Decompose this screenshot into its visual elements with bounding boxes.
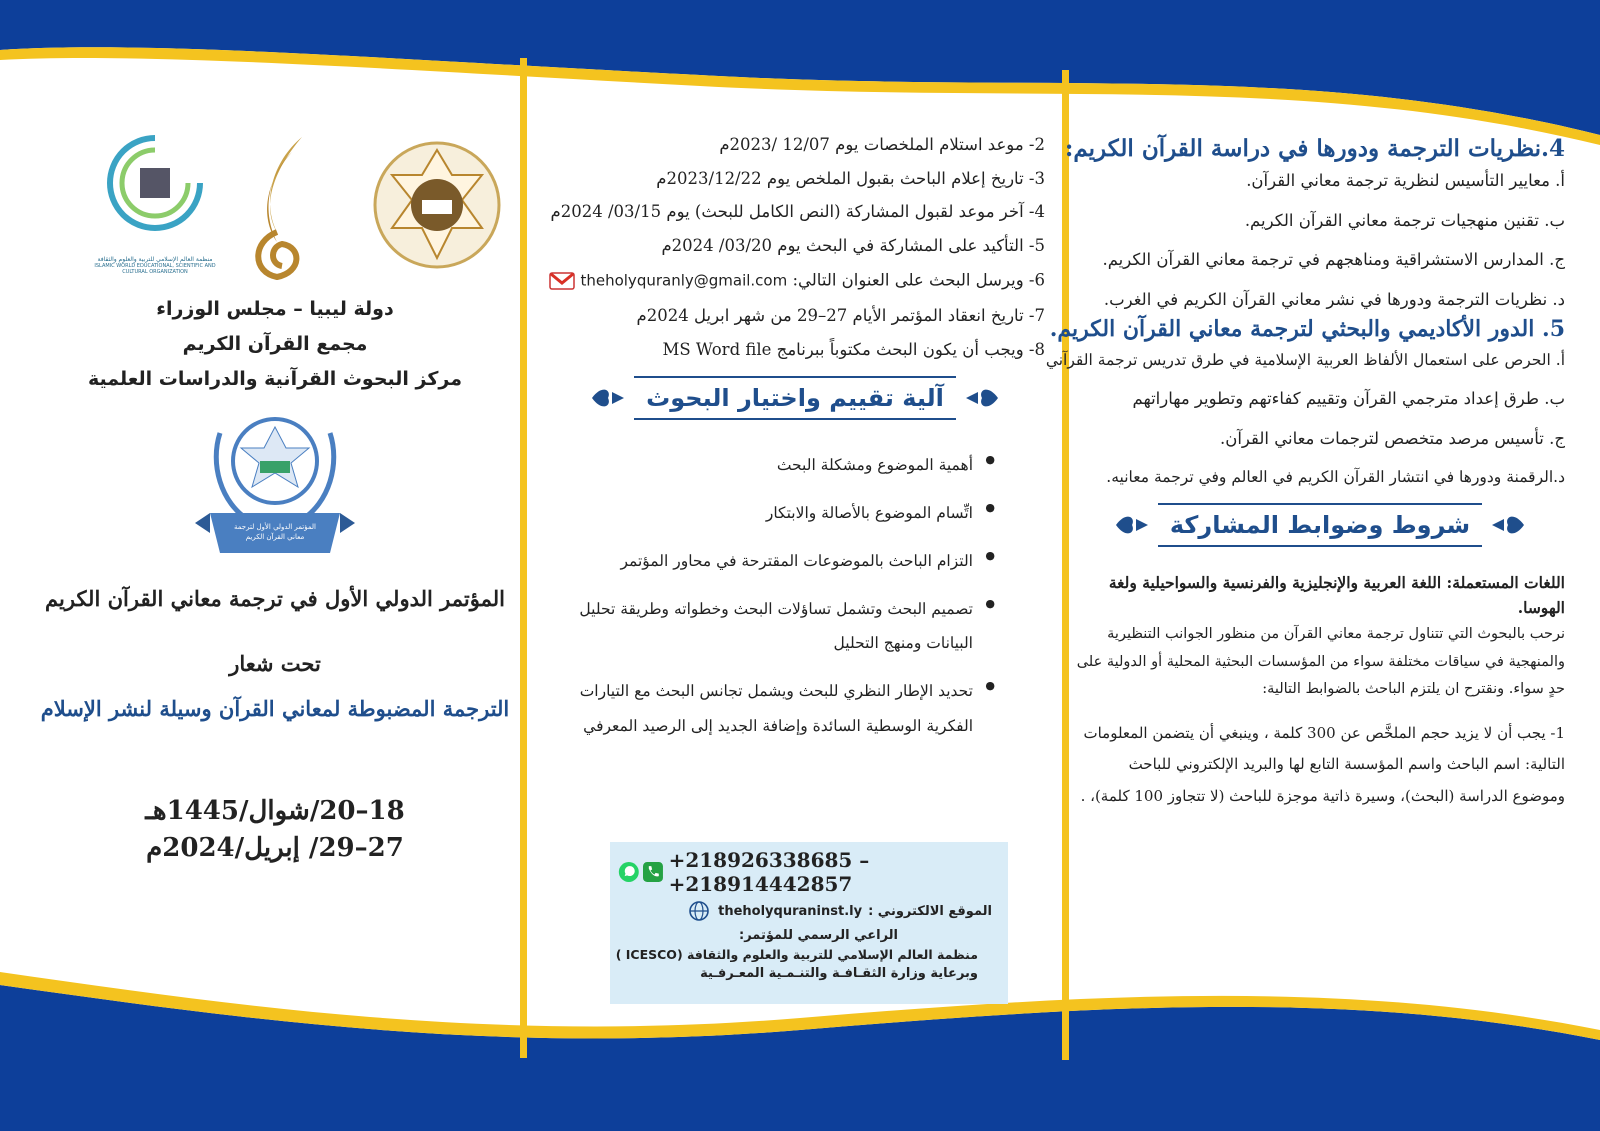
list-item: ● التزام الباحث بالموضوعات المقترحة في محاور المؤتمر xyxy=(545,544,995,578)
list-item: ● اتِّسام الموضوع بالأصالة والابتكار xyxy=(545,496,995,530)
gov-line: مجمع القرآن الكريم xyxy=(182,333,368,356)
conditions-banner xyxy=(1075,503,1565,547)
sec4-item-d: د. نظريات الترجمة ودورها في نشر معاني القرآن الكريم في الغرب. xyxy=(1103,289,1565,309)
section-5-title: 5. الدور الأكاديمي والبحثي لترجمة معاني القرآن الكريم. xyxy=(1049,316,1565,343)
list-item: 4- آخر موعد لقبول المشاركة (النص الكامل للبحث) يوم 03/15/ 2024م xyxy=(550,202,1045,221)
quran-complex-logo xyxy=(372,140,502,270)
conditions-banner-text: شروط وضوابط المشاركة xyxy=(1158,503,1482,547)
list-item: ● أهمية الموضوع ومشكلة البحث xyxy=(545,448,995,482)
gov-line: دولة ليبيا – مجلس الوزراء xyxy=(156,298,394,320)
rule-1: 1- يجب أن لا يزيد حجم الملخَّص عن 300 كلمة ، وينبغي أن يتضمن المعلومات التالية: اسم الباحث واسم المؤسسة التابع لها والبريد الإلكتروني للباحث وموضوع الدراسة (البحث)، وسيرة ذاتية موجزة للباحث (لا تتجاوز 100 كلمة)، . xyxy=(1080,723,1565,805)
whatsapp-icon xyxy=(618,859,640,885)
sponsor-label: الراعي الرسمي للمؤتمر: xyxy=(739,928,898,943)
website-label: الموقع الالكتروني : xyxy=(868,903,992,919)
languages-value: اللغة العربية والإنجليزية والفرنسية والسواحيلية ولغة الهوسا. xyxy=(1108,573,1565,618)
evaluation-banner-text: آلية تقييم واختيار البحوث xyxy=(634,376,956,420)
intro-paragraph: نرحب بالبحوث التي تتناول ترجمة معاني القرآن من منظور الجوانب التنظيرية والمنهجية في سياقات مختلفة سواء من المؤسسات البحثية المحلية أو الدولية على حدٍ سواء. ونقترح ان يلتزم الباحث بالضوابط التالية: xyxy=(1076,626,1565,698)
sec4-item-b: ب. تقنين منهجيات ترجمة معاني القرآن الكريم. xyxy=(1244,210,1565,230)
sec5-item-a: أ. الحرص على استعمال الألفاظ العربية الإسلامية في طرق تدريس ترجمة القرآني xyxy=(1045,351,1565,370)
list-item: ● تحديد الإطار النظري للبحث ويشمل تجانس البحث مع التيارات الفكرية الوسطية السائدة وإضافة الجديد إلى الرصيد المعرفي xyxy=(545,674,995,742)
list-item: 8- ويجب أن يكون البحث مكتوباً ببرنامج MS Word file xyxy=(662,339,1045,359)
conference-dates xyxy=(40,793,510,868)
left-panel xyxy=(40,92,510,1091)
globe-icon xyxy=(688,900,710,922)
logos-row xyxy=(40,92,510,276)
sec5-item-b: ب. طرق إعداد مترجمي القرآن وتقييم كفاءتهم وتطوير مهاراتهم xyxy=(1132,389,1565,409)
ornament-icon xyxy=(964,380,1000,416)
list-item: 5- التأكيد على المشاركة في البحث يوم 03/20/ 2024م xyxy=(661,235,1045,255)
gov-line: مركز البحوث القرآنية والدراسات العلمية xyxy=(87,368,463,391)
evaluation-banner xyxy=(545,376,1045,420)
conference-title: المؤتمر الدولي الأول في ترجمة معاني القرآن الكريم xyxy=(45,585,505,611)
isesco-caption-en: ISLAMIC WORLD EDUCATIONAL, SCIENTIFIC AND CULTURAL ORGANIZATION xyxy=(94,263,216,276)
sec5-item-c: ج. تأسيس مرصد متخصص لترجمات معاني القرآن. xyxy=(1219,428,1565,448)
dates-list xyxy=(545,137,1045,358)
phone-numbers[interactable]: +218926338685 – +218914442857 xyxy=(668,848,870,896)
website-link[interactable]: theholyquraninst.ly xyxy=(718,903,863,919)
government-block xyxy=(40,292,510,397)
list-item-email xyxy=(545,271,1045,291)
gmail-icon xyxy=(549,271,575,291)
date-hijri: 18–20/شوال/1445هـ xyxy=(145,795,405,826)
ornament-icon xyxy=(1490,507,1526,543)
list-item: 7- تاريخ انعقاد المؤتمر الأيام 27–29 من شهر ابريل 2024م xyxy=(636,306,1045,325)
conference-seal-caption: المؤتمر الدولي الأول لترجمة معاني القرآن الكريم xyxy=(233,523,316,541)
ornament-icon xyxy=(1114,507,1150,543)
isesco-caption xyxy=(94,256,216,275)
section-4-title: 4.نظريات الترجمة ودورها في دراسة القرآن الكريم: xyxy=(1064,135,1565,162)
sec4-item-c: ج. المدارس الاستشراقية ومناهجهم في ترجمة معاني القرآن الكريم. xyxy=(1102,250,1565,270)
sec5-item-d: د.الرقمنة ودورها في انتشار القرآن الكريم في العالم وفي ترجمة معانيه. xyxy=(1106,468,1565,487)
list-item: 2- موعد استلام الملخصات يوم 12/07 /2023م xyxy=(719,135,1045,154)
email-link[interactable]: theholyquranly@gmail.com xyxy=(580,271,788,290)
languages-label: اللغات المستعملة: xyxy=(1446,573,1565,593)
criteria-list xyxy=(545,448,1045,743)
sponsor-name: منظمة العالم الإسلامي للتربية والعلوم والثقافة (ICESCO ) xyxy=(615,947,978,962)
date-gregorian: 27–29/ إبريل/2024م xyxy=(146,833,404,864)
slogan-heading: تحت شعار xyxy=(229,650,321,676)
isesco-caption-ar: منظمة العالم الإسلامي للتربية والعلوم والثقافة xyxy=(97,256,213,263)
patronage: وبرعاية وزارة الثقـافـة والتنـمـية المعـرفـية xyxy=(700,966,978,981)
list-item: ● تصميم البحث وتشمل تساؤلات البحث وخطواته وطريقة تحليل البيانات ومنهج التحليل xyxy=(545,592,995,660)
slogan: الترجمة المضبوطة لمعاني القرآن وسيلة لنشر الإسلام xyxy=(40,695,510,721)
golden-emblem-logo xyxy=(232,132,322,282)
phone-icon xyxy=(643,860,663,884)
contact-box xyxy=(610,842,1008,1004)
list-item: 3- تاريخ إعلام الباحث بقبول الملخص يوم 2023/12/22م xyxy=(656,168,1045,188)
right-panel xyxy=(1045,92,1565,1091)
ornament-icon xyxy=(590,380,626,416)
sec4-item-a: أ. معايير التأسيس لنظرية ترجمة معاني القرآن. xyxy=(1246,171,1565,190)
send-label: 6- ويرسل البحث على العنوان التالي: xyxy=(792,270,1045,290)
